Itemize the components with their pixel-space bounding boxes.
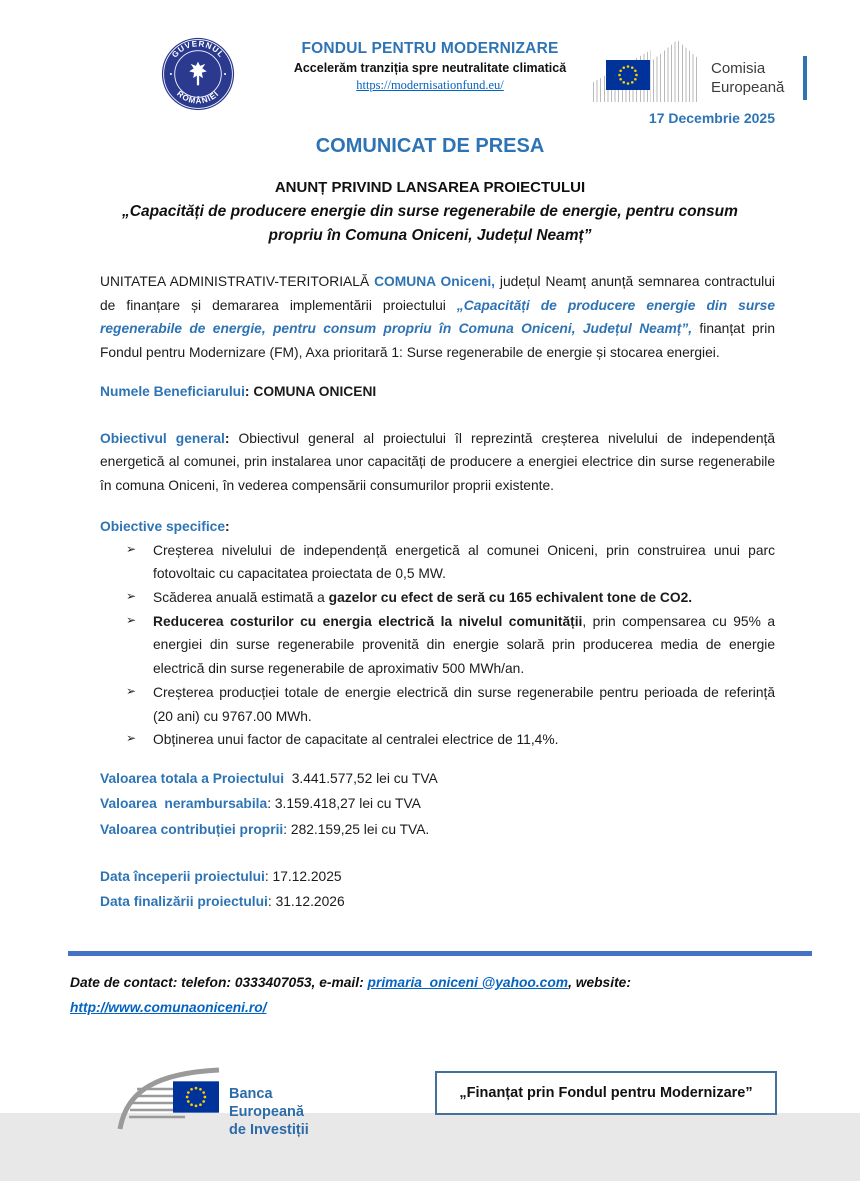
grant-value: 3.159.418,27 lei cu TVA: [274, 796, 421, 812]
arrow-bullet-icon: ➢: [126, 683, 137, 698]
total-value-sep: [284, 771, 292, 786]
objective-4-text: Obținerea unui factor de capacitate al centralei electrice de 11,4%.: [153, 732, 559, 748]
project-title: „Capacități de producere energie din surse regenerabile de energie, pentru consum propriu în Comuna Oniceni, Județul Neamț”: [122, 203, 738, 245]
objective-item: [100, 681, 775, 728]
document-date: 17 Decembrie 2025: [648, 110, 775, 126]
total-value: 3.441.577,52 lei cu TVA: [291, 770, 438, 786]
value-row: [100, 817, 775, 843]
objective-text: [153, 539, 775, 586]
objective-2-text2: , prin compensarea cu 95% a energiei din surse regenerabile provenită din energie solară prin producerea media de energie electrică din surse regenerabile de aproximativ 500 MWh/an.: [153, 613, 775, 677]
specific-objectives-colon: :: [225, 518, 230, 534]
footer: [0, 1061, 860, 1181]
eib-logo-text: [229, 1085, 350, 1139]
beneficiary-line: [100, 380, 775, 404]
general-objective-label: Obiectivul general: [100, 430, 225, 446]
end-date-label: Data finalizării proiectului: [100, 894, 268, 910]
arrow-bullet-icon: ➢: [126, 731, 137, 746]
general-objective: [100, 427, 775, 498]
start-date-label: Data începerii proiectului: [100, 868, 265, 884]
objective-text: [153, 728, 775, 752]
ec-logo-text: [711, 60, 784, 98]
ec-building-stripes-right-icon: [653, 40, 697, 102]
fund-title: FONDUL PENTRU MODERNIZARE: [301, 40, 559, 57]
ec-logo-line2: Europeană: [711, 78, 785, 96]
intro-part3: județul Neamț anunță semnarea contractului de finanțare și demararea implementării proiectului: [100, 274, 775, 313]
objective-1-bold: gazelor cu efect de seră cu 165 echivalent tone de CO2.: [328, 589, 693, 605]
ec-logo-vertical-bar: [803, 56, 807, 100]
eu-flag-icon: [173, 1081, 219, 1118]
objective-item: [100, 586, 775, 610]
fund-subtitle: Accelerăm tranziția spre neutralitate climatică: [293, 61, 567, 75]
specific-objectives-heading: [100, 515, 775, 539]
contact-website-link[interactable]: http://www.comunaoniceni.ro/: [70, 1000, 267, 1016]
intro-paragraph: [100, 270, 775, 365]
objective-text: [153, 681, 775, 728]
announcement-heading: ANUNȚ PRIVIND LANSAREA PROIECTULUI: [274, 179, 586, 196]
eib-logo-line2: de Investiții: [229, 1121, 309, 1138]
funded-box: [435, 1071, 777, 1115]
value-row: [100, 791, 775, 817]
objective-item: [100, 610, 775, 681]
grant-value-sep: :: [267, 796, 275, 812]
contact-email-link[interactable]: primaria_oniceni @yahoo.com: [367, 974, 569, 990]
own-contribution-label: Valoarea contribuției proprii: [100, 822, 284, 837]
project-title-inline: „Capacități de producere energie din surse regenerabile de energie, pentru consum propriu în Comuna Oniceni, Județul Neamț”,: [100, 297, 775, 337]
start-date-sep: :: [264, 868, 273, 884]
divider-line: [68, 951, 812, 956]
objective-0-text: Creșterea nivelului de independență energetică al comunei Oniceni, prin construirea unui parc fotovoltaic cu capacitatea proiectata de 0,5 MW.: [153, 542, 775, 582]
gov-logo-top-text: GUVERNUL: [170, 39, 226, 60]
beneficiary-value: : COMUNA ONICENI: [244, 383, 377, 399]
eib-logo-line1: Banca Europeană: [229, 1085, 304, 1120]
beneficiary-name-inline: COMUNA Oniceni,: [374, 274, 495, 290]
own-contribution-value: 282.159,25 lei cu TVA.: [290, 822, 430, 837]
romania-government-logo-icon: [160, 36, 236, 112]
document-body: [0, 270, 860, 915]
arrow-bullet-icon: ➢: [126, 588, 137, 603]
end-date-sep: :: [267, 894, 276, 910]
arrow-bullet-icon: ➢: [126, 541, 137, 556]
own-contribution-sep: :: [283, 822, 291, 837]
arrow-bullet-icon: ➢: [126, 612, 137, 627]
header: [0, 0, 860, 108]
intro-part1: UNITATEA ADMINISTRATIV-TERITORIALĂ: [100, 274, 375, 290]
fund-header: [230, 40, 630, 94]
total-value-label: Valoarea totala a Proiectului: [100, 770, 285, 786]
gov-logo-bottom-text: ROMÂNIEI: [175, 88, 221, 106]
end-date-value: 31.12.2026: [275, 894, 345, 910]
eu-flag-icon: [606, 60, 650, 95]
general-objective-colon: :: [224, 430, 230, 446]
contact-prefix: Date de contact: telefon: 0333407053, e-mail:: [70, 974, 368, 990]
ec-logo-line1: Comisia: [711, 60, 766, 77]
objective-text: [153, 586, 775, 610]
date-row: [100, 889, 775, 915]
project-dates: [100, 864, 775, 915]
funded-box-text: „Finanțat prin Fondul pentru Modernizare”: [459, 1084, 753, 1101]
grant-value-label: Valoarea nerambursabila: [100, 796, 268, 812]
project-values: [100, 766, 775, 843]
general-objective-text: Obiectivul general al proiectului îl reprezintă creșterea nivelului de independență energetică al comunei, prin instalarea unor capacități de producere a energiei electrice din surse regenerabile în comuna Oniceni, în vederea compensării consumurilor proprii existente.: [100, 430, 775, 494]
objective-2-bold: Reducerea costurilor cu energia electrică la nivelul comunității: [153, 613, 583, 629]
objective-text: [153, 610, 775, 681]
specific-objectives-label: Obiective specifice: [100, 518, 226, 534]
objective-3-text: Creșterea producției totale de energie electrică din surse regenerabile pentru perioada de referință (20 ani) cu 9767.00 MWh.: [153, 684, 775, 724]
objective-item: [100, 539, 775, 586]
romania-government-seal: [160, 36, 236, 112]
value-row: [100, 766, 775, 792]
announcement: [0, 179, 860, 248]
document-title: COMUNICAT DE PRESA: [315, 135, 545, 157]
contact-line: [70, 970, 775, 1021]
start-date-value: 17.12.2025: [272, 868, 342, 884]
european-commission-logo: [593, 44, 809, 110]
objective-1-text: Scăderea anuală estimată a: [153, 589, 329, 605]
beneficiary-label: Numele Beneficiarului: [100, 383, 245, 399]
eib-logo: [115, 1065, 350, 1138]
objective-item: [100, 728, 775, 752]
date-row: [100, 864, 775, 890]
intro-part5: finanțat prin Fondul pentru Modernizare (FM), Axa prioritară 1: Surse regenerabile de energie și stocarea energiei.: [100, 321, 775, 361]
contact-middle: , website:: [568, 974, 631, 990]
fund-website-link[interactable]: https://modernisationfund.eu/: [356, 78, 504, 92]
